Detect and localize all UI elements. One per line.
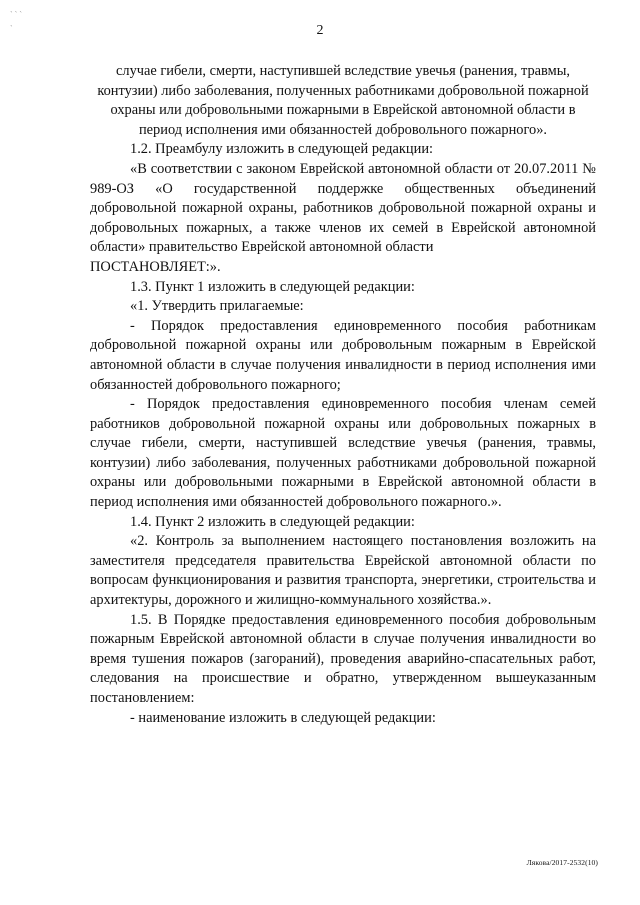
scan-mark: ` bbox=[10, 24, 13, 33]
list-item: - Порядок предоставления единовременного пособия работникам добровольной пожарной охраны или добровольным пожарным в Еврейской автономной области в случае получения инвалидности в период исполнения ими обязанностей добровольного пожарного; bbox=[90, 317, 596, 393]
document-code: Лякова/2017-2532(10) bbox=[526, 858, 598, 867]
paragraph: «1. Утвердить прилагаемые: bbox=[130, 298, 304, 315]
paragraph: «2. Контроль за выполнением настоящего постановления возложить на заместителя председателя правительства Еврейской автономной области по вопросам функционирования и развития транспорта, энергетики, строительства и архитектуры, дорожного и жилищно-коммунального хозяйства.». bbox=[90, 533, 596, 609]
paragraph: 1.2. Преамбулу изложить в следующей редакции: bbox=[130, 141, 434, 158]
paragraph: ПОСТАНОВЛЯЕТ:». bbox=[90, 258, 221, 275]
list-item: - наименование изложить в следующей редакции: bbox=[130, 709, 436, 726]
paragraph: «В соответствии с законом Еврейской автономной области от 20.07.2011 № 989-ОЗ «О государственной поддержке общественных объединений добровольной пожарной охраны, работников добровольной пожарной охраны и добровольных пожарных, а также членов их семей в Еврейской автономной области» правительство Еврейской автономной области bbox=[90, 160, 596, 256]
scan-mark: ` ` ` bbox=[10, 10, 22, 19]
page-number: 2 bbox=[316, 23, 324, 38]
document-body bbox=[90, 62, 596, 728]
list-item: - Порядок предоставления единовременного пособия членам семей работников добровольной пожарной охраны или добровольных пожарных в случае гибели, смерти, наступившей вследствие увечья (ранения, травмы, контузии) либо заболевания, полученных работниками добровольной пожарной охраны или добровольными пожарными в Еврейской автономной области в период исполнения ими обязанностей добровольного пожарного.». bbox=[90, 396, 596, 511]
paragraph: 1.5. В Порядке предоставления единовременного пособия добровольным пожарным Еврейской автономной области в случае получения инвалидности во время тушения пожаров (загораний), проведения аварийно-спасательных работ, следования на происшествие и обратно, утвержденном вышеуказанным постановлением: bbox=[90, 611, 596, 706]
paragraph: 1.4. Пункт 2 изложить в следующей редакции: bbox=[130, 513, 415, 530]
paragraph: случае гибели, смерти, наступившей вследствие увечья (ранения, травмы, контузии) либо заболевания, полученных работниками добровольной пожарной охраны или добровольными пожарными в Еврейской автономной области в период исполнения ими обязанностей добровольного пожарного». bbox=[97, 63, 589, 138]
paragraph: 1.3. Пункт 1 изложить в следующей редакции: bbox=[130, 278, 415, 295]
